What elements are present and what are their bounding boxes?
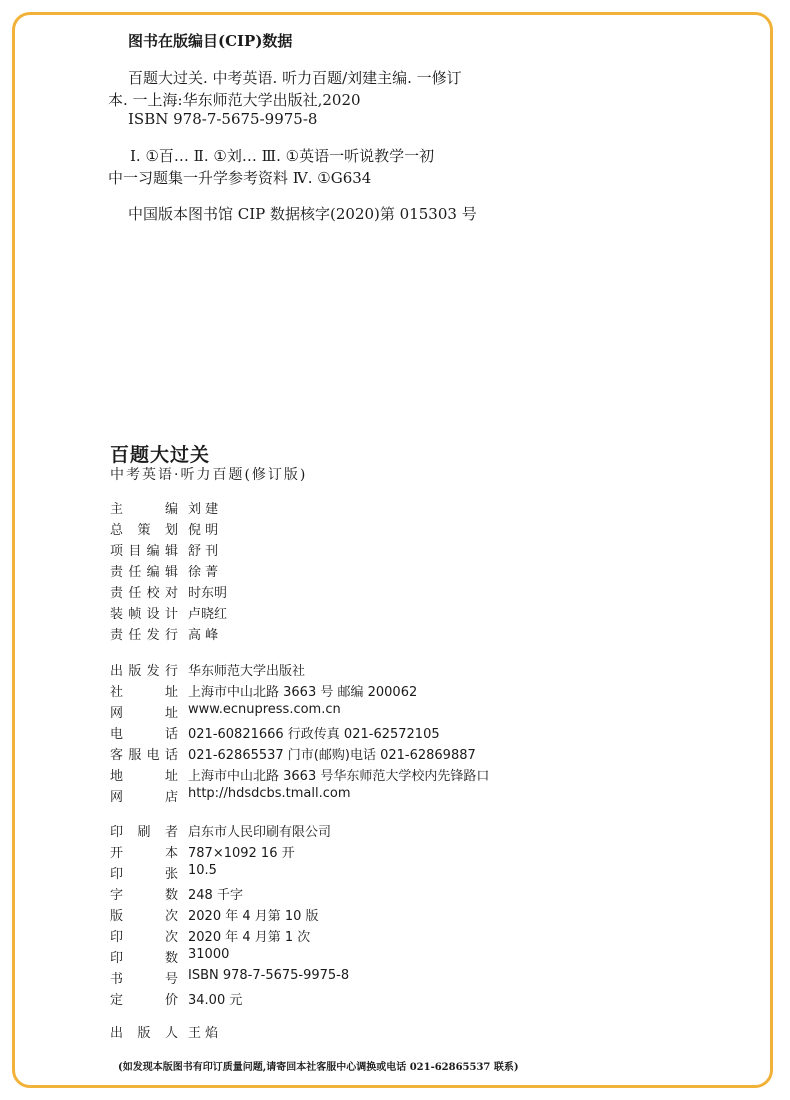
row-label: 装帧设计 [110, 607, 178, 622]
row-label: 网址 [110, 706, 178, 721]
row-value: 上海市中山北路 3663 号华东师范大学校内先锋路口 [188, 769, 490, 784]
row-label: 责任校对 [110, 586, 178, 601]
row-label: 印刷者 [110, 825, 178, 840]
staff-row [110, 519, 218, 538]
staff-row [110, 561, 218, 580]
row-label: 责任发行 [110, 628, 178, 643]
row-label: 网店 [110, 790, 178, 805]
row-label: 书号 [110, 972, 178, 987]
printing-row [110, 821, 331, 840]
quality-footnote: (如发现本版图书有印订质量问题,请寄回本社客服中心调换或电话 021-62865537 联系) [118, 1062, 519, 1073]
row-label: 总策划 [110, 523, 178, 538]
printing-row [110, 905, 319, 924]
publisher-row [110, 660, 305, 679]
cip-line: 本. 一上海:华东师范大学出版社,2020 [108, 91, 361, 109]
row-value: 舒 刊 [188, 544, 219, 559]
row-value: 徐 菁 [188, 565, 219, 580]
printing-row [110, 863, 217, 882]
printing-row [110, 947, 229, 966]
row-label: 版次 [110, 909, 178, 924]
publisher-row [110, 744, 476, 763]
printing-row [110, 926, 310, 945]
publisher-row [110, 702, 341, 721]
row-label: 项目编辑 [110, 544, 178, 559]
cip-line: 百题大过关. 中考英语. 听力百题/刘建主编. 一修订 [128, 69, 462, 87]
row-value: 34.00 元 [188, 993, 243, 1008]
cip-line: 中一习题集一升学参考资料 Ⅳ. ①G634 [108, 169, 372, 187]
row-value: 高 峰 [188, 628, 219, 643]
row-value: 华东师范大学出版社 [188, 664, 306, 679]
publisher-row [110, 723, 440, 742]
staff-row [110, 540, 218, 559]
cip-line: Ⅰ. ①百… Ⅱ. ①刘… Ⅲ. ①英语一听说教学一初 [130, 147, 435, 165]
row-value: 刘 建 [188, 502, 219, 517]
staff-row [110, 498, 218, 517]
row-label: 出版人 [110, 1026, 178, 1041]
row-label: 字数 [110, 888, 178, 903]
row-value: www.ecnupress.com.cn [188, 702, 341, 717]
staff-row [110, 624, 218, 643]
row-value: 2020 年 4 月第 1 次 [188, 930, 311, 945]
publisher-row [110, 786, 351, 805]
row-value: http://hdsdcbs.tmall.com [188, 786, 351, 801]
row-value: 卢晓红 [188, 607, 228, 622]
publisher-row [110, 681, 417, 700]
row-value: 021-60821666 行政传真 021-62572105 [188, 727, 440, 742]
cip-registration: 中国版本图书馆 CIP 数据核字(2020)第 015303 号 [128, 205, 477, 223]
row-label: 印张 [110, 867, 178, 882]
row-value: 王 焰 [188, 1026, 219, 1041]
row-value: ISBN 978-7-5675-9975-8 [188, 968, 350, 983]
row-value: 787×1092 16 开 [188, 846, 295, 861]
publisher-person-row [110, 1022, 218, 1041]
book-subtitle: 中考英语·听力百题(修订版) [110, 467, 308, 483]
row-label: 社址 [110, 685, 178, 700]
row-value: 021-62865537 门市(邮购)电话 021-62869887 [188, 748, 476, 763]
row-label: 地址 [110, 769, 178, 784]
row-label: 客服电话 [110, 748, 178, 763]
row-value: 31000 [188, 947, 230, 962]
row-label: 出版发行 [110, 664, 178, 679]
row-value: 2020 年 4 月第 10 版 [188, 909, 319, 924]
cip-isbn: ISBN 978-7-5675-9975-8 [128, 110, 318, 128]
row-label: 责任编辑 [110, 565, 178, 580]
row-label: 印数 [110, 951, 178, 966]
row-value: 10.5 [188, 863, 217, 878]
row-value: 倪 明 [188, 523, 219, 538]
row-label: 开本 [110, 846, 178, 861]
printing-row [110, 884, 243, 903]
printing-row [110, 968, 349, 987]
row-label: 印次 [110, 930, 178, 945]
row-value: 248 千字 [188, 888, 243, 903]
printing-row [110, 989, 242, 1008]
cip-heading: 图书在版编目(CIP)数据 [128, 32, 293, 50]
row-value: 时东明 [188, 586, 228, 601]
publisher-row [110, 765, 489, 784]
book-title: 百题大过关 [110, 444, 211, 466]
staff-row [110, 582, 227, 601]
printing-row [110, 842, 295, 861]
row-value: 启东市人民印刷有限公司 [188, 825, 332, 840]
staff-row [110, 603, 227, 622]
row-label: 定价 [110, 993, 178, 1008]
row-label: 电话 [110, 727, 178, 742]
row-label: 主编 [110, 502, 178, 517]
row-value: 上海市中山北路 3663 号 邮编 200062 [188, 685, 418, 700]
